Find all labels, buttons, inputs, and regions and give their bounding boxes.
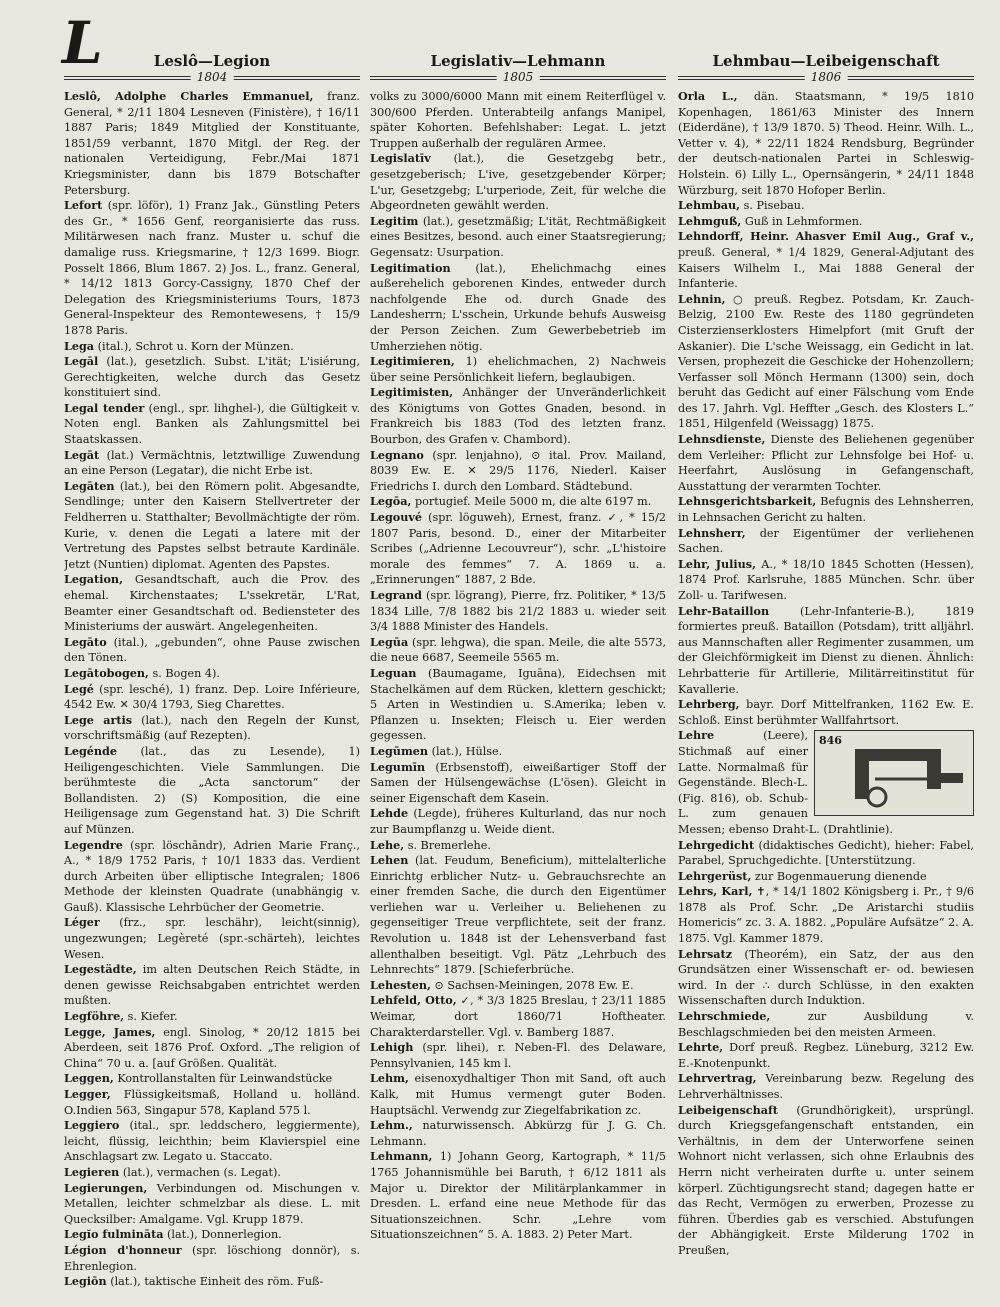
entry-text: Kontrollanstalten für Leinwandstücke <box>113 1072 333 1086</box>
entry-text: (spr. lenjahno), ⊙ ital. Prov. Mailand, 8039 Ew. E. ✕ 29/5 1176, Niederl. Kaiser Friedrichs I. durch den Lombard. Städtebund. <box>370 448 666 493</box>
entry-headword: Lehfeld, Otto, <box>370 993 457 1008</box>
dictionary-entry <box>678 198 974 214</box>
dictionary-entry <box>370 261 666 355</box>
entry-headword: Lehrberg, <box>678 697 740 712</box>
dictionary-entry <box>678 292 974 432</box>
entry-text: ○ preuß. Regbez. Potsdam, Kr. Zauch-Belzig, 2100 Ew. Reste des 1180 gegründeten Cisterzienserklosters Himelpfort (mit Gruft der Askanier). Die L'sche Weissagg, ein Gedicht in lat. Versen, prophezeit die Geschicke der Hohenzollern; Verfasser soll Mönch Hermann (1300) sein, doch beruht das Gedicht auf einer Fälschung vom Ende des 17. Jahrh. Vgl. Heffter „Gesch. des Klosters L.“ 1851, Hilgenfeld (Weissagg) 1875. <box>678 292 974 431</box>
entry-text: (lat.), Ehelichmachg eines außerehelich geborenen Kindes, entweder durch nachfolgende Ehe od. durch Gnade des Landesherrn; L'sschein, Urkunde behufs Ausweisg der Person Zeichen. Zum Gewerbebetrieb im Umherziehen nötig. <box>370 261 666 353</box>
dictionary-entry <box>64 1118 360 1165</box>
entry-text: (spr. lesché), 1) franz. Dep. Loire Inférieure, 4542 Ew. ✕ 30/4 1793, Sieg Charettes. <box>64 682 360 712</box>
dictionary-entry <box>370 151 666 213</box>
dictionary-entry <box>678 884 974 946</box>
dictionary-entry <box>678 229 974 291</box>
entry-headword: Legföhre, <box>64 1009 125 1024</box>
dictionary-entry <box>678 432 974 494</box>
entry-headword: Legāl <box>64 354 99 369</box>
dictionary-entry <box>64 1274 360 1290</box>
entry-text: (lat.) Vermächtnis, letztwillige Zuwendung an eine Person (Legatar), die nicht Erbe ist. <box>64 448 360 478</box>
entry-headword: Legumīn <box>370 759 426 774</box>
dictionary-entry <box>64 635 360 666</box>
entry-text: s. Kiefer. <box>124 1010 178 1024</box>
entry-text: (Leere), Stichmaß auf einer Latte. Normalmaß für Gegenstände. Blech-L. (Fig. 816), ob. Schub-L. zum genauen Messen; ebenso Draht-L. (Drahtlinie). <box>678 729 893 836</box>
entry-headword: Leggiero <box>64 1118 120 1133</box>
dictionary-entry <box>370 1149 666 1243</box>
entry-text: (lat.), die Gesetzgebg betr., gesetzgeberisch; L'ive, gesetzgebender Körper; L'ur, Gesetzgebg; L'urperiode, Zeit, für welche die Abgeordneten gewählt werden. <box>370 152 666 213</box>
entry-headword: Lehde <box>370 806 409 821</box>
entry-headword: Legitim <box>370 213 419 228</box>
entry-headword: Lehnsgerichtsbarkeit, <box>678 494 817 509</box>
entry-text: zur Bogenmauerung dienende <box>751 869 927 883</box>
entry-headword: Lehe, <box>370 837 405 852</box>
entry-text: (didaktisches Gedicht), hieher: Fabel, Parabel, Spruchgedichte. [Unterstützung. <box>678 838 974 868</box>
dictionary-entry <box>64 479 360 573</box>
dictionary-entry <box>678 838 974 869</box>
entry-text: (spr. löguweh), Ernest, franz. ✓, * 15/2 1807 Paris, besond. D., einer der Mitarbeiter Scribes („Adrienne Lecouvreur“), schr. „L'histoire morale des femmes“ 7. A. 1869 u. a. „Erinnerungen“ 1887, 2 Bde. <box>370 511 666 587</box>
page-number-rule <box>64 71 360 85</box>
figure-846-illustration <box>814 730 974 816</box>
entry-headword: Legiōn <box>64 1274 107 1289</box>
entry-headword: Lefort <box>64 198 103 213</box>
entry-text: portugief. Meile 5000 m, die alte 6197 m. <box>411 495 652 509</box>
entry-headword: Legieren <box>64 1164 120 1179</box>
entry-headword: Legation, <box>64 572 123 587</box>
dictionary-entry <box>678 214 974 230</box>
entries <box>64 89 360 1290</box>
entry-headword: Legrand <box>370 588 422 602</box>
entry-headword: Lehesten, <box>370 977 431 992</box>
dictionary-entry <box>64 89 360 198</box>
entry-headword: Lehmbau, <box>678 198 741 213</box>
dictionary-entry <box>64 448 360 479</box>
dictionary-entry <box>370 89 666 151</box>
column-header: Lehmbau—Leibeigenschaft <box>712 52 940 70</box>
entry-text: (lat.), vermachen (s. Legat). <box>119 1165 281 1179</box>
entry-text: preuß. General, * 1/4 1829, General-Adjutant des Kaisers Wilhelm I., Mai 1888 General der Infanterie. <box>678 245 974 291</box>
entry-text: zur Ausbildung v. Beschlagschmieden bei den meisten Armeen. <box>678 1010 974 1039</box>
entry-headword: Lehnsherr, <box>678 525 746 540</box>
dictionary-entry <box>370 853 666 978</box>
entry-text: Dienste des Beliehenen gegenüber dem Verleiher: Pflicht zur Lehnsfolge bei Hof- u. Heerfahrt, Auslösung in Gefangenschaft, Ausstattung der verarmten Tochter. <box>678 433 974 493</box>
entry-headword: Legnano <box>370 447 424 462</box>
entry-headword: Legāten <box>64 478 115 493</box>
entry-text: franz. General, * 2/11 1804 Lesneven (Finistère), † 16/11 1887 Paris; 1849 Mitglied der Konstituante, 1851/59 verbannt, 1870 Mitgl. der Reg. der nationalen Verteidigung, Febr./Mai 1871 Kriegsminister, dann bis 1879 Botschafter Petersburg. <box>64 90 360 197</box>
dictionary-entry <box>64 682 360 713</box>
dictionary-entry <box>678 557 974 604</box>
dictionary-entry <box>64 1165 360 1181</box>
entry-headword: Lehm, <box>370 1071 409 1086</box>
entry-headword: Lehre <box>678 728 715 743</box>
dictionary-entry <box>678 697 974 728</box>
dictionary-entry <box>64 1025 360 1072</box>
entry-headword: Leslô, Adolphe Charles Emmanuel, <box>64 89 314 103</box>
dictionary-entry <box>370 993 666 1040</box>
dictionary-entry <box>370 510 666 588</box>
dictionary-entry <box>370 448 666 495</box>
entry-text: Flüssigkeitsmaß, Holland u. holländ. O.Indien 563, Singapur 578, Kapland 575 l. <box>64 1088 360 1117</box>
entry-headword: Léger <box>64 915 100 930</box>
entry-text: 1) Johann Georg, Kartograph, * 11/5 1765 Johannismühle bei Baruth, † 6/12 1811 als Major u. Direktor der Militärplankammer in Dresden. L. erfand eine neue Methode für das Situationszeichnen. Schr. „Lehre vom Situationszeichnen“ 5. A. 1883. 2) Peter Mart. <box>370 1150 666 1242</box>
entry-headword: Legāto <box>64 634 107 649</box>
entry-headword: Legĭo fulmināta <box>64 1227 164 1242</box>
dictionary-entry <box>64 1009 360 1025</box>
entry-text: ✓, * 3/3 1825 Breslau, † 23/11 1885 Weimar, dort 1860/71 Hoftheater. Charakterdarsteller. Vgl. v. Bamberg 1887. <box>370 994 666 1039</box>
entry-headword: Lehnsdienste, <box>678 432 766 447</box>
dictionary-entry <box>64 1071 360 1087</box>
entry-text: ✝, * 14/1 1802 Königsberg i. Pr., † 9/6 1878 als Prof. Schr. „De Aristarchi studiis Homericis“ zc. 3. A. 1882. „Populäre Aufsätze“ 2. A. 1875. Vgl. Kammer 1879. <box>678 885 974 946</box>
dictionary-entry <box>64 744 360 838</box>
dictionary-entry <box>64 198 360 338</box>
entry-headword: Legouvé <box>370 510 423 525</box>
entry-headword: Lehrschmiede, <box>678 1009 771 1024</box>
entry-headword: Legendre <box>64 837 123 852</box>
entry-headword: Leguan <box>370 665 417 680</box>
entry-text: bayr. Dorf Mittelfranken, 1162 Ew. E. Schloß. Einst berühmter Wallfahrtsort. <box>678 698 974 727</box>
dictionary-entry <box>64 354 360 401</box>
dictionary-entry <box>678 869 974 885</box>
dictionary-entry <box>370 978 666 994</box>
dictionary-entry <box>370 1040 666 1071</box>
section-letter: L <box>62 9 101 77</box>
column-1 <box>64 52 360 1302</box>
dictionary-entry <box>370 635 666 666</box>
dictionary-entry <box>64 962 360 1009</box>
dictionary-entry <box>678 526 974 557</box>
entry-text: s. Bogen 4). <box>148 666 220 680</box>
entry-text: (lat.), bei den Römern polit. Abgesandte, Sendlinge; unter den Kaisern Stellvertreter der Feldherren u. Statthalter; Bevollmächtigte der röm. Kurie, v. denen die Legati a latere mit der Vertretung des Papstes selbst betraute Kardinäle. Jetzt (Nuntien) diplomat. Agenten des Papstes. <box>64 479 360 571</box>
dictionary-entry <box>370 385 666 447</box>
column-2 <box>370 52 666 1302</box>
dictionary-entry <box>370 666 666 744</box>
entry-text: (spr. löför), 1) Franz Jak., Günstling Peters des Gr., * 1656 Genf, reorganisierte das russ. Militärwesen nach franz. Muster u. schuf die damalige russ. Kriegsmarine, † 12/3 1699. Biogr. Posselt 1866, Blum 1867. 2) Jos. L., franz. General, * 14/12 1813 Gorcy-Cassigny, 1870 Chef der Delegation des Kriegsministeriums Tours, 1873 General-Inspekteur des Remontewesens, † 15/9 1878 Paris. <box>64 199 360 337</box>
entry-headword: Legitimisten, <box>370 385 454 400</box>
entry-headword: Lehrgerüst, <box>678 868 752 883</box>
dictionary-entry <box>64 666 360 682</box>
entry-headword: Lehigh <box>370 1040 414 1055</box>
entry-text: (Erbsenstoff), eiweißartiger Stoff der Samen der Hülsengewächse (L'ösen). Gleicht in seiner Eigenschaft dem Kasein. <box>370 760 666 805</box>
entry-headword: Lehmguß, <box>678 213 742 228</box>
entry-text: (frz., spr. leschähr), leicht(sinnig), ungezwungen; Legèreté (spr.-schärteh), leichtes Wesen. <box>64 916 360 961</box>
entry-headword: Lehen <box>370 853 409 868</box>
entry-text: (Baumagame, Iguāna), Eidechsen mit Stachelkämen auf dem Rücken, klettern geschickt; 5 Arten in Westindien u. S.Amerika; leben v. Pflanzen u. Insekten; Fleisch u. Eier werden gegessen. <box>370 666 666 743</box>
dictionary-entry <box>370 838 666 854</box>
entry-text: ⊙ Sachsen-Meiningen, 2078 Ew. E. <box>430 978 634 992</box>
entry-headword: Legger, <box>64 1087 111 1101</box>
dictionary-entry <box>678 1009 974 1040</box>
dictionary-entry <box>678 1071 974 1102</box>
entry-headword: Lehmann, <box>370 1149 433 1164</box>
entry-headword: Lehrvertrag, <box>678 1071 757 1086</box>
entry-text: Dorf preuß. Regbez. Lüneburg, 3212 Ew. E.-Knotenpunkt. <box>678 1041 974 1070</box>
entry-text: (spr. löschāndr), Adrien Marie Franç., A., * 18/9 1752 Paris, † 10/1 1833 das. Verdient durch Arbeiten über elliptische Integralen; 1806 Methode der kleinsten Quadrate (unabhängig v. Gauß). Klassische Lehrbücher der Geometrie. <box>64 838 360 914</box>
dictionary-entry <box>64 1181 360 1228</box>
entry-headword: Lehm., <box>370 1118 413 1133</box>
entry-headword: Lehrs, Karl, <box>678 884 753 899</box>
entry-text: Verbindungen od. Mischungen v. Metallen, leichter schmelzbar als diese. L. mit Quecksilber: Amalgame. Vgl. Krupp 1879. <box>64 1181 360 1226</box>
entry-text: volks zu 3000/6000 Mann mit einem Reiterflügel v. 300/600 Pferden. Unterabteilg anfangs Manipel, später Kohorten. Befehlshaber: Legat. L. jetzt Truppen außerhalb der regulären Armee. <box>370 90 666 150</box>
entry-headword: Lehnin, <box>678 291 726 306</box>
figure-number: 846 <box>819 734 842 748</box>
dictionary-entry <box>370 588 666 635</box>
entry-headword: Legōa, <box>370 494 412 509</box>
entry-text: (lat.), Hülse. <box>428 744 503 758</box>
entry-text: naturwissensch. Abkürzg für J. G. Ch. Lehmann. <box>370 1119 666 1148</box>
entry-text: 1) ehelichmachen, 2) Nachweis über seine Persönlichkeit liefern, beglaubigen. <box>370 355 666 384</box>
entries <box>370 89 666 1243</box>
entry-text: (lat., das zu Lesende), 1) Heiligengeschichten. Viele Sammlungen. Die berühmteste die „Acta sanctorum“ der Bollandisten. 2) (S) Komposition, die eine Heiligensage zum Gegenstand hat. 3) Die Schrift auf Münzen. <box>64 744 360 836</box>
entry-headword: Lehrte, <box>678 1040 724 1055</box>
entry-text: Guß in Lehmformen. <box>741 214 863 228</box>
entry-text: (Theorém), ein Satz, der aus den Grundsätzen einer Wissenschaft er- od. bewiesen wird. In der ∴ durch Schlüsse, in den exakten Wissenschaften durch Induktion. <box>678 947 974 1008</box>
dictionary-entry <box>678 494 974 525</box>
page-number: 1804 <box>191 70 234 84</box>
entry-text: (lat.), taktische Einheit des röm. Fuß- <box>106 1275 324 1289</box>
dictionary-entry <box>64 339 360 355</box>
dictionary-entry <box>678 1103 974 1259</box>
entry-headword: Lega <box>64 338 95 353</box>
column-header: Legislativ—Lehmann <box>430 52 606 70</box>
entry-text: Anhänger der Unveränderlichkeit des Königtums von Gottes Gnaden, besond. in Frankreich bis 1883 (Tod des letzten franz. Bourbon, des Grafen v. Chambord). <box>370 386 666 447</box>
dictionary-entry <box>64 915 360 962</box>
entry-text: (lat. Feudum, Beneficium), mittelalterliche Einrichtg erblicher Nutz- u. Gebrauchsrechte an einer fremden Sache, die durch den Eigentümer verliehen war u. Verleiher u. Beliehenen zu gegenseitiger Treue verpflichtete, seit der franz. Revolution u. 1848 ist der Lehensverband fast allenthalben beseitigt. Vgl. Pätz „Lehrbuch des Lehnrechts“ 1879. [Schieferbrüche. <box>370 854 666 977</box>
dictionary-entry <box>64 401 360 448</box>
entry-headword: Lehr, Julius, <box>678 556 756 571</box>
entry-text: dän. Staatsmann, * 19/5 1810 Kopenhagen, 1861/63 Minister des Innern (Eiderdäne), † 13/9 1870. 5) Theod. Heinr. Wilh. L., Vetter v. 4), * 22/11 1824 Rendsburg, Begründer der deutsch-nationalen Partei in Schleswig-Holstein. 6) Lilly L., Opernsängerin, * 24/11 1848 Würzburg, seit 1870 Hofoper Berlin. <box>678 90 974 197</box>
entry-text: (lat.), gesetzlich. Subst. L'ität; L'isiérung, Gerechtigkeiten, welche durch das Gesetz konstituiert sind. <box>64 355 360 400</box>
dictionary-entry <box>370 494 666 510</box>
page-number-rule <box>370 71 666 85</box>
entry-text: (spr. lögrang), Pierre, frz. Politiker, * 13/5 1834 Lille, 7/8 1882 bis 21/2 1883 u. wieder seit 3/4 1888 Minister des Handels. <box>370 589 666 634</box>
entry-text: s. Pisebau. <box>740 199 805 213</box>
entry-text: im alten Deutschen Reich Städte, in denen gewisse Reichsabgaben entrichtet werden mußten. <box>64 963 360 1008</box>
dictionary-entry <box>678 89 974 198</box>
entry-headword: Legislatīv <box>370 151 431 166</box>
entry-headword: Legal tender <box>64 400 145 415</box>
entries <box>678 89 974 1259</box>
entry-text: Gesandtschaft, auch die Prov. des ehemal. Kirchenstaates; L'ssekretär, L'Rat, Beamter einer Gesandtschaft od. Bediensteter des Ministeriums der auswärt. Angelegenheiten. <box>64 573 360 634</box>
entry-headword: Leggen, <box>64 1071 114 1086</box>
entry-headword: Lehndorff, Heinr. Ahasver Emil Aug., Graf v., <box>678 229 974 244</box>
page-number: 1806 <box>805 70 848 84</box>
dictionary-entry <box>64 1087 360 1118</box>
entry-text: eisenoxydhaltiger Thon mit Sand, oft auch Kalk, mit Humus vermengt guter Boden. Hauptsächl. Verwendg zur Ziegelfabrikation zc. <box>370 1072 666 1117</box>
entry-headword: Lehrsatz <box>678 946 733 961</box>
entry-text: (ital.), Schrot u. Korn der Münzen. <box>94 339 294 353</box>
page-number-rule <box>678 71 974 85</box>
entry-text: Vereinbarung bezw. Regelung des Lehrverhältnisses. <box>678 1072 974 1101</box>
dictionary-entry <box>370 214 666 261</box>
entry-headword: Legierungen, <box>64 1180 148 1195</box>
dictionary-entry <box>370 1118 666 1149</box>
dictionary-entry <box>678 604 974 698</box>
entry-headword: Leibeigenschaft <box>678 1102 778 1117</box>
entry-text: (lat.), gesetzmäßig; L'ität, Rechtmäßigkeit eines Besitzes, besond. auch einer Staatsregierung; Gegensatz: Usurpation. <box>370 214 666 259</box>
dictionary-entry <box>370 1071 666 1118</box>
entry-text: s. Bremerlehe. <box>404 838 491 852</box>
entry-headword: Lehrgedicht <box>678 837 755 852</box>
dictionary-entry <box>370 760 666 807</box>
entry-text: (ital.), „gebunden“, ohne Pause zwischen den Tönen. <box>64 635 360 665</box>
entry-text: (Legde), früheres Kulturland, das nur noch zur Baumpflanzg u. Weide dient. <box>370 807 666 836</box>
dictionary-entry <box>64 838 360 916</box>
dictionary-entry <box>678 728 974 837</box>
column-3 <box>678 52 974 1302</box>
dictionary-entry <box>678 1040 974 1071</box>
entry-text: (lat.), nach den Regeln der Kunst, vorschriftsmäßig (auf Rezepten). <box>64 713 360 743</box>
entry-headword: Légion d'honneur <box>64 1242 182 1257</box>
dictionary-entry <box>370 354 666 385</box>
entry-text: (spr. lehgwa), die span. Meile, die alte 5573, die neue 6687, Seemeile 5565 m. <box>370 635 666 665</box>
entry-headword: Legestädte, <box>64 962 137 977</box>
entry-text: (Grundhörigkeit), ursprüngl. durch Kriegsgefangenschaft entstanden, ein Verhältnis, in dem der Unterworfene seinen Wohnort nicht verlassen, sich ohne Erlaubnis des Herrn nicht verheiraten durfte u. unter seinem körperl. Züchtigungsrecht stand; dagegen hatte er das Recht, Vermögen zu erwerben, Prozesse zu führen. Überdies gab es verschied. Abstufungen der Abhängigkeit. Erste Milderung 1702 in Preußen, <box>678 1103 974 1257</box>
entry-text: (Lehr-Infanterie-B.), 1819 formiertes preuß. Bataillon (Potsdam), tritt alljährl. aus Mannschaften aller Regimenter zusammen, um der Gleichförmigkeit im Dienst zu dienen. Ähnlich: Lehrbatterie für Artillerie, Militärreitinstitut für Kavallerie. <box>678 604 974 696</box>
dictionary-entry <box>64 1243 360 1274</box>
entry-headword: Legitimieren, <box>370 354 455 369</box>
entry-text: engl. Sinolog, * 20/12 1815 bei Aberdeen, seit 1876 Prof. Oxford. „The religion of China“ 70 u. a. [auf Größen. Qualität. <box>64 1025 360 1070</box>
entry-text: Befugnis des Lehnsherren, in Lehnsachen Gericht zu halten. <box>678 495 974 525</box>
entry-text: (spr. löschiong donnör), s. Ehrenlegion. <box>64 1243 360 1273</box>
entry-text: A., * 18/10 1845 Schotten (Hessen), 1874 Prof. Karlsruhe, 1885 München. Schr. über Zoll- u. Tarifwesen. <box>678 557 974 602</box>
page-number: 1805 <box>497 70 540 84</box>
column-header: Leslô—Legion <box>153 52 271 70</box>
entry-headword: Legé <box>64 681 94 696</box>
dictionary-entry <box>370 806 666 837</box>
entry-headword: Lehr-Bataillon <box>678 603 770 618</box>
dictionary-entry <box>64 572 360 634</box>
dictionary-entry <box>64 713 360 744</box>
entry-headword: Legātobogen, <box>64 665 149 680</box>
entry-headword: Legitimation <box>370 260 451 275</box>
entry-headword: Legāt <box>64 447 100 462</box>
entry-headword: Legūa <box>370 634 409 649</box>
entry-headword: Legénde <box>64 743 117 758</box>
dictionary-entry <box>678 947 974 1009</box>
dictionary-entry <box>370 744 666 760</box>
entry-text: (lat.), Donnerlegion. <box>163 1228 282 1242</box>
entry-headword: Lege artis <box>64 712 133 727</box>
entry-text: (ital., spr. leddschero, leggiermente), leicht, flüssig, leichthin; beim Klavierspiel eine Anschlagsart zw. Legato u. Staccato. <box>64 1119 360 1164</box>
entry-text: (spr. lihei), r. Neben-Fl. des Delaware, Pennsylvanien, 145 km l. <box>370 1041 666 1070</box>
entry-headword: Orla L., <box>678 89 738 103</box>
entry-headword: Legge, James, <box>64 1024 156 1039</box>
entry-text: (engl., spr. lihghel-), die Gültigkeit v. Noten engl. Banken als Zahlungsmittel bei Staatskassen. <box>64 401 360 447</box>
entry-headword: Legūmen <box>370 743 429 758</box>
dictionary-entry <box>64 1227 360 1243</box>
entry-text: der Eigentümer der verliehenen Sachen. <box>678 526 974 556</box>
